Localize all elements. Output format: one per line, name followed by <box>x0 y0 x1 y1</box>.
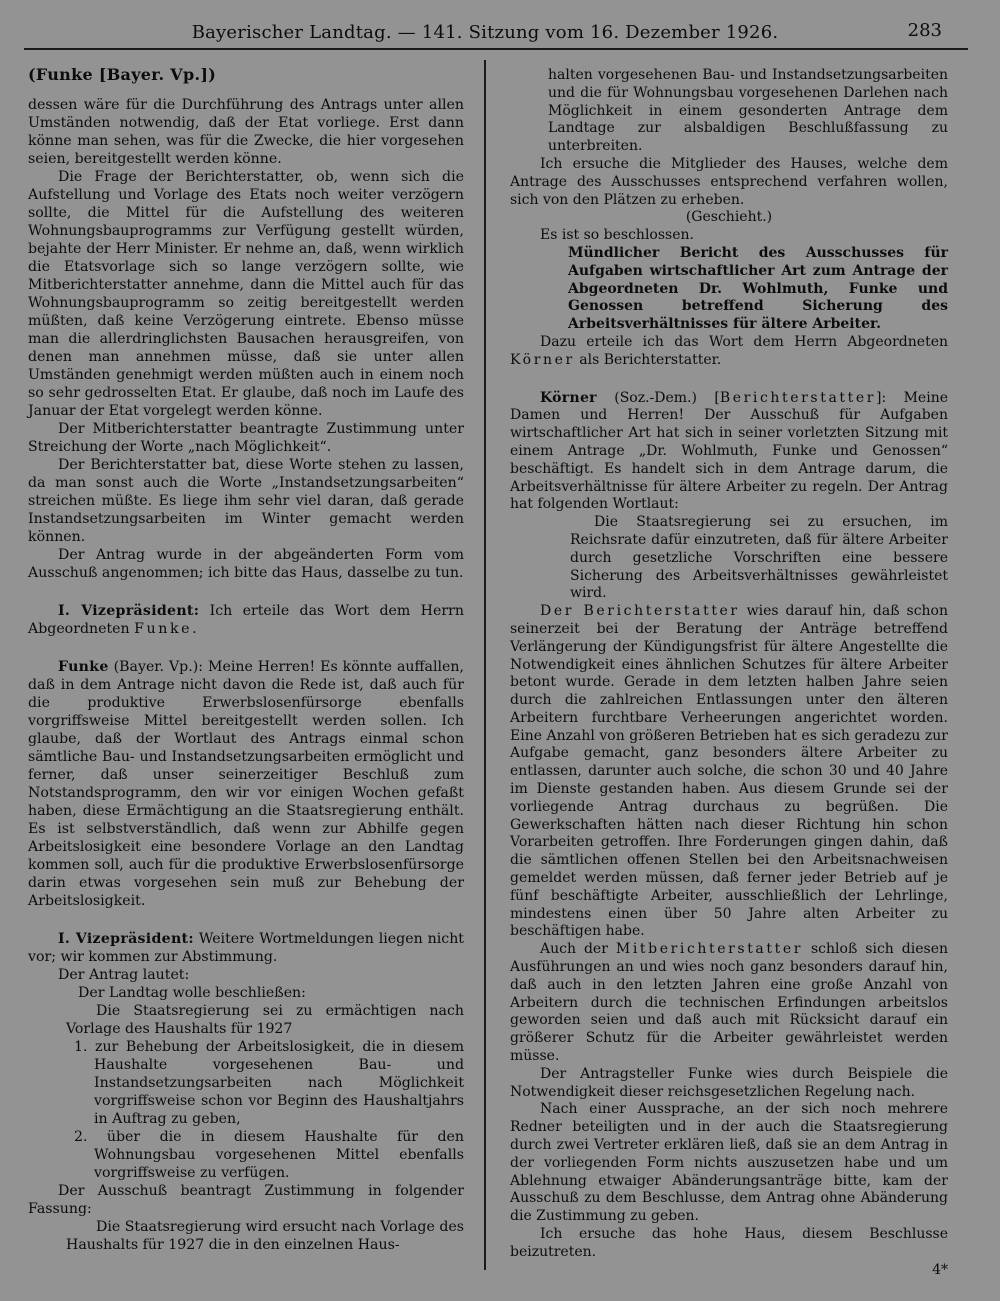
paragraph: Der Berichterstatter bat, diese Worte stehen zu lassen, da man sonst auch die Worte „Instandsetzungsarbeiten“ streichen müßte. Es liege ihm sehr viel daran, daß gerade Instandsetzungsarbeiten im Winter gemacht werden können. <box>28 457 464 545</box>
speaker-party: (Soz.-Dem.) [ <box>596 389 720 406</box>
speech-text: ]: Meine Damen und Herren! Der Ausschuß für Aufgaben wirtschaftlicher Art hat sich in seiner vorletzten Sitzung mit einem Antrage „Dr. Wohlmuth, Funke und Genossen“ beschäftigt. Es handelt sich in dem Antrage darum, die Arbeitsverhältnisse für ältere Arbeiter zu regeln. Der Antrag hat folgenden Wortlaut: <box>510 389 948 513</box>
agenda-item-heading: Mündlicher Bericht des Ausschusses für Aufgaben wirtschaftlicher Art zum Antrage der Abgeordneten Dr. Wohlmuth, Funke und Genossen betreffend Sicherung des Arbeitsverhältnisses für ältere Arbeiter. <box>568 244 948 333</box>
role-label: Mitberichterstatter <box>615 941 804 958</box>
paragraph <box>510 941 948 1066</box>
motion-item: 1. zur Behebung der Arbeitslosigkeit, die in diesem Haushalte vorgesehenen Bau- und Instandsetzungsarbeiten nach Möglichkeit vorgriffsweise schon vor Beginn des Haushaltjahrs in Auftrag zu geben, <box>74 1039 464 1127</box>
motion-text: Die Staatsregierung sei zu ersuchen, im Reichsrate dafür einzutreten, daß für ältere Arbeiter durch gesetzliche Vorschriften eine bessere Sicherung des Arbeitsverhältnisses gewährleistet wird. <box>570 514 948 602</box>
paragraph <box>510 603 948 941</box>
paragraph <box>510 334 948 370</box>
speaker-role: Berichterstatter <box>719 389 877 406</box>
motion-text: halten vorgesehenen Bau- und Instandsetzungsarbeiten und die für Wohnungsbau vorgesehenen Darlehen nach Möglichkeit in einem gesonderten Antrage dem Landtage zur alsbaldigen Beschlußfassung zu unterbreiten. <box>548 67 948 155</box>
speaker-name: Funke <box>58 659 109 675</box>
paragraph: Es ist so beschlossen. <box>540 227 694 244</box>
speech-vizepraesident-1 <box>28 602 464 638</box>
role-label: Der Berichterstatter <box>540 603 740 620</box>
paragraph: Der Antragsteller Funke wies durch Beispiele die Notwendigkeit dieser reichsgesetzlichen Regelung nach. <box>510 1065 948 1100</box>
stage-direction: (Geschieht.) <box>685 209 773 226</box>
running-head-title: Bayerischer Landtag. — 141. Sitzung vom 16. Dezember 1926. <box>191 22 779 43</box>
header-rule <box>24 48 968 50</box>
motion-intro: Der Landtag wolle beschließen: <box>78 985 306 1001</box>
speech-funke <box>28 658 464 910</box>
speech-text: . <box>192 621 197 637</box>
column-divider <box>484 60 486 1270</box>
motion-text: Die Staatsregierung wird ersucht nach Vorlage des Haushalts für 1927 die in den einzelnen Haus- <box>66 1219 464 1253</box>
right-column <box>510 67 948 1279</box>
speech-text: wies darauf hin, daß schon seinerzeit bei der Beratung der Anträge betreffend Verlängerung der Kündigungsfrist für ältere Angestellte die Notwendigkeit eines ähnlichen Schutzes für ältere Arbeiter betont wurde. Gerade in dem letzten halben Jahre seien durch die zahlreichen Entlassungen unter den älteren Arbeitern furchtbare Verheerungen angerichtet worden. Eine Anzahl von größeren Betrieben hat es sich geradezu zur Aufgabe gemacht, ganz besonders ältere Arbeiter zu entlassen, darunter auch solche, die schon 30 und 40 Jahre im Dienste gestanden haben. Aus diesem Grunde sei der vorliegende Antrag durchaus zu begrüßen. Die Gewerkschaften hätten nach dieser Richtung hin schon Vorarbeiten getroffen. Ihre Forderungen gingen dahin, daß die sämtlichen offenen Stellen bei den Arbeitsnachweisen gemeldet werden müssen, daß ferner jeder Betrieb auf je fünf beschäftigte Arbeiter, ausschließlich der Lehrlinge, mindestens einen über 50 Jahre alten Arbeiter zu beschäftigen habe. <box>510 603 948 940</box>
speaker-party: (Bayer. Vp.): <box>108 659 208 675</box>
paragraph: dessen wäre für die Durchführung des Antrags unter allen Umständen notwendig, daß der Etat vorliege. Erst dann könne man sehen, was für die Zwecke, die hier vorgesehen seien, bereitgestellt werden könne. <box>28 97 464 167</box>
speech-text: Meine Herren! Es könnte auffallen, daß in dem Antrage nicht davon die Rede ist, daß auch für die produktive Erwerbslosenfürsorge ebenfalls vorgriffsweise Mittel bereitgestellt werden sollen. Ich glaube, daß der Wortlaut des Antrags einmal schon sämtliche Bau- und Instandsetzungsarbeiten ermöglicht und ferner, daß unser seinerzeitiger Beschluß zum Notstandsprogramm, den wir vor einigen Wochen gefaßt haben, diese Ermächtigung an die Staatsregierung enthält. Es ist selbstverständlich, daß wenn zur Abhilfe gegen Arbeitslosigkeit eine besondere Vorlage an den Landtag kommen soll, auch für die produktive Erwerbslosenfürsorge darin etwas vorgesehen sein muß zur Behebung der Arbeitslosigkeit. <box>28 659 465 909</box>
speech-vizepraesident-2 <box>28 930 464 966</box>
paragraph: Der Antrag wurde in der abgeänderten Form vom Ausschuß angenommen; ich bitte das Haus, dasselbe zu tun. <box>28 547 464 581</box>
paragraph: Der Antrag lautet: <box>58 967 190 983</box>
motion-item: 2. über die in diesem Haushalte für den Wohnungsbau vorgesehenen Mittel ebenfalls vorgriffsweise zu verfügen. <box>74 1129 464 1181</box>
speech-text: Auch der <box>540 941 616 958</box>
paragraph: Der Ausschuß beantragt Zustimmung in folgender Fassung: <box>28 1183 464 1217</box>
page-number: 283 <box>907 20 942 41</box>
paragraph: Ich ersuche das hohe Haus, diesem Beschlusse beizutreten. <box>510 1226 948 1260</box>
speaker-name: Körner <box>540 389 597 406</box>
paragraph: Der Mitberichterstatter beantragte Zustimmung unter Streichung der Worte „nach Möglichkeit“. <box>28 421 464 455</box>
speech-text: Ich erteile das Wort dem Herrn Abgeordneten <box>28 603 464 637</box>
speech-text: als Berichterstatter. <box>574 351 722 368</box>
paragraph: Nach einer Aussprache, an der sich noch mehrere Redner beteiligten und in der auch die Staatsregierung durch zwei Vertreter erklären ließ, daß sie an dem Antrag in der vorliegenden Form nichts auszusetzen habe und um Ablehnung etwaiger Abänderungsanträge bitte, kam der Ausschuß zu dem Beschlusse, dem Antrag ohne Abänderung die Zustimmung zu geben. <box>510 1101 948 1225</box>
running-head <box>0 10 1000 50</box>
speech-text: Weitere Wortmeldungen liegen nicht vor; wir kommen zur Abstimmung. <box>28 931 464 965</box>
paragraph: Die Frage der Berichterstatter, ob, wenn sich die Aufstellung und Vorlage des Etats noch weiter verzögern sollte, die Mittel für die Aufstellung des weiteren Wohnungsbauprogramms zur Verfügung gestellt würden, bejahte der Herr Minister. Er nehme an, daß, wenn wirklich die Etatsvorlage sich so lange verzögern sollte, wie Mitberichterstatter annehme, dann die Mittel auch für das Wohnungsbauprogramm so zeitig bereitgestellt werden müßten, daß keine Verzögerung eintrete. Ebenso müsse man die allerdringlichsten Bausachen herausgreifen, von denen man annehmen müsse, daß sie unter allen Umständen genehmigt werden müßten auch in einem noch so sehr gedrosselten Etat. Er glaube, daß noch im Laufe des Januar der Etat vorgelegt werden könne. <box>28 169 464 419</box>
named-deputy: Funke <box>134 621 193 637</box>
speech-text: schloß sich diesen Ausführungen an und wies noch ganz besonders darauf hin, daß auch in den letzten Jahren eine große Anzahl von Arbeitern durch die technischen Erfindungen arbeitslos geworden seien und daß auch mit Rücksicht darauf ein größerer Schutz für die Arbeiter gewährleistet werden müsse. <box>510 941 948 1065</box>
paragraph: Ich ersuche die Mitglieder des Hauses, welche dem Antrage des Ausschusses entsprechend verfahren wollen, sich von den Plätzen zu erheben. <box>510 155 948 208</box>
left-column <box>28 66 464 1254</box>
speaker-name: I. Vizepräsident: <box>58 603 200 619</box>
speaker-name: I. Vizepräsident: <box>58 931 194 947</box>
signature-mark: 4* <box>932 1261 948 1278</box>
named-deputy: Körner <box>510 351 575 368</box>
speech-koerner <box>510 390 948 515</box>
speaker-header: (Funke [Bayer. Vp.]) <box>28 65 217 84</box>
speech-text: Dazu erteile ich das Wort dem Herrn Abgeordneten <box>540 333 948 350</box>
motion-text: Die Staatsregierung sei zu ermächtigen nach Vorlage des Haushalts für 1927 <box>66 1003 464 1037</box>
